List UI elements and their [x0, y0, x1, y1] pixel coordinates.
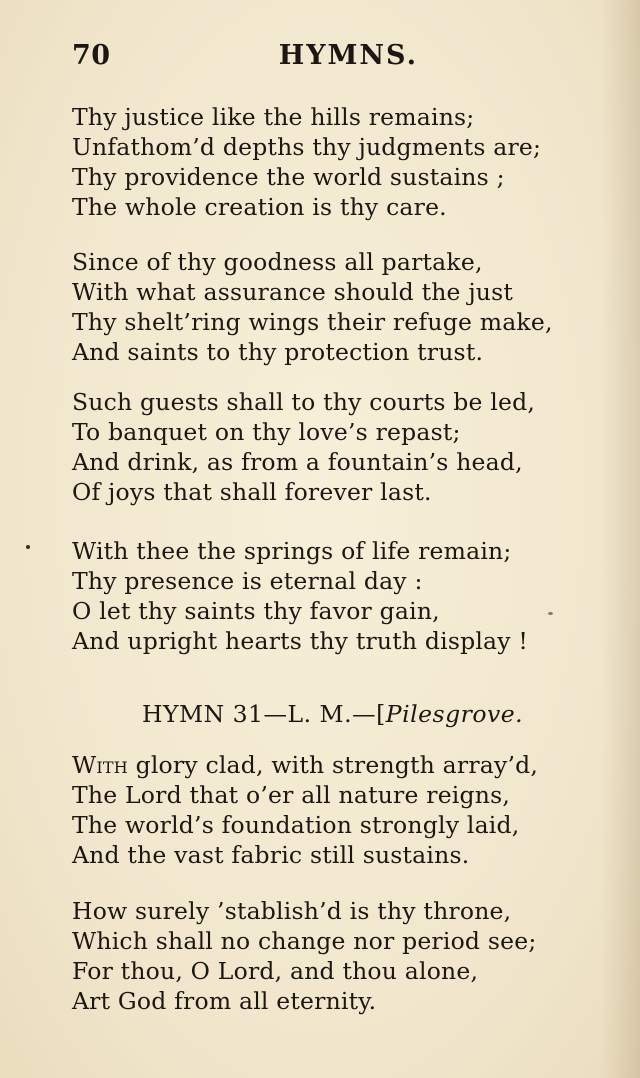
verse-line: With thee the springs of life remain; [72, 537, 512, 565]
verse-line: How surely ’stablish’d is thy throne, [72, 897, 512, 925]
verse-line: To banquet on thy love’s repast; [72, 418, 461, 446]
verse-line: Thy presence is eternal day : [72, 567, 423, 595]
verse-line: Art God from all eternity. [72, 987, 377, 1015]
verse-line: For thou, O Lord, and thou alone, [72, 957, 479, 985]
first-word: With [72, 751, 128, 779]
first-line-rest: glory clad, with strength array’d, [127, 751, 539, 779]
stanza-2 [72, 247, 612, 367]
verse-line: Which shall no change nor period see; [72, 927, 537, 955]
verse-line: Thy shelt’ring wings their refuge make, [72, 308, 553, 336]
verse-line: The Lord that o’er all nature reigns, [72, 781, 511, 809]
page-header [72, 40, 418, 80]
page-number: 70 [72, 40, 111, 71]
verse-line: And drink, as from a fountain’s head, [72, 448, 523, 476]
verse-line: O let thy saints thy favor gain, [72, 597, 440, 625]
stanza-3 [72, 387, 612, 507]
ink-speck [26, 545, 30, 549]
hymn-heading [142, 700, 523, 728]
verse-line: Thy providence the world sustains ; [72, 163, 505, 191]
ink-speck [548, 612, 553, 615]
running-title: HYMNS. [278, 40, 418, 71]
verse-line: Since of thy goodness all partake, [72, 248, 483, 276]
verse-line: And upright hearts thy truth display ! [72, 627, 529, 655]
hymn31-stanza-1 [72, 750, 612, 870]
verse-line: Unfathom’d depths thy judgments are; [72, 133, 542, 161]
verse-line: With what assurance should the just [72, 278, 514, 306]
verse-line: Of joys that shall forever last. [72, 478, 432, 506]
verse-line: Thy justice like the hills remains; [72, 103, 475, 131]
verse-line: Such guests shall to thy courts be led, [72, 388, 536, 416]
stanza-4 [72, 536, 612, 656]
hymn-heading-label: HYMN 31—L. M.—[ [142, 700, 386, 728]
verse-line: The whole creation is thy care. [72, 193, 447, 221]
stanza-1 [72, 102, 612, 222]
verse-line: And the vast fabric still sustains. [72, 841, 470, 869]
verse-line [72, 750, 612, 780]
verse-line: The world’s foundation strongly laid, [72, 811, 520, 839]
tune-name: Pilesgrove. [385, 700, 524, 728]
hymn31-stanza-2 [72, 896, 612, 1016]
verse-line: And saints to thy protection trust. [72, 338, 484, 366]
